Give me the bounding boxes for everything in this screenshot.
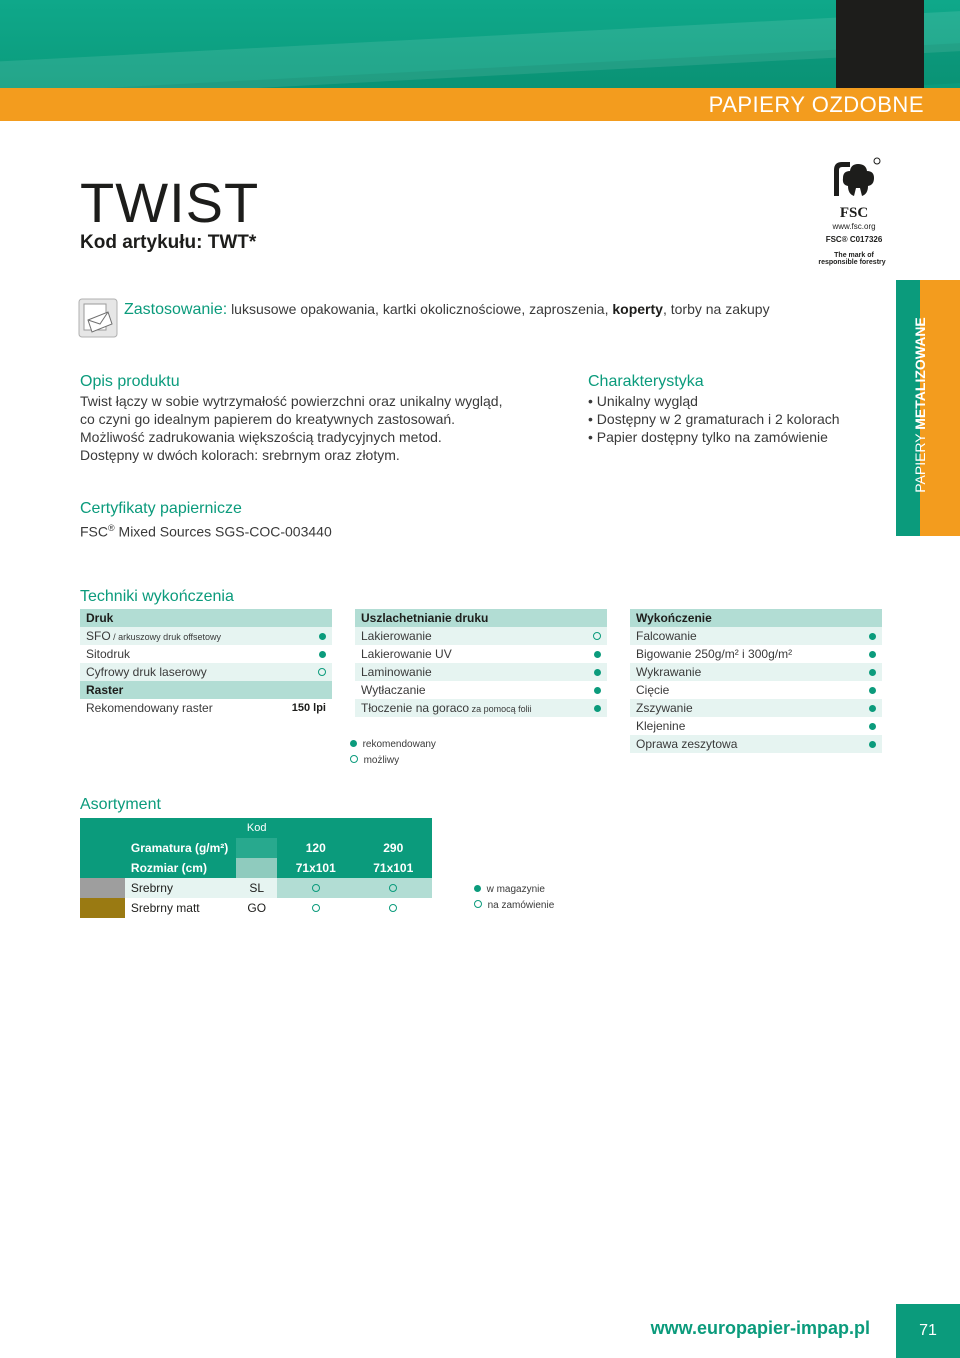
recommended-dot [594,705,601,712]
techniques-legend [350,737,436,769]
size-label: Rozmiar (cm) [125,858,236,878]
recommended-dot [869,705,876,712]
recommended-dot [869,633,876,640]
row-label: Lakierowanie [355,627,575,645]
row-label: Wykrawanie [630,663,850,681]
table-row [80,858,432,878]
row-label: Lakierowanie UV [361,647,452,661]
cert-fsc: FSC [80,523,108,540]
characteristics-item: • Dostępny w 2 gramaturach i 2 kolorach [588,411,840,427]
footer-url[interactable]: www.europapier-impap.pl [650,1318,870,1338]
fsc-tagline-1: The mark of [834,252,874,259]
row-label: Sitodruk [86,647,131,661]
row-note: za pomocą folii [469,704,532,714]
assortment-legend [474,882,554,914]
color-swatch [80,898,125,918]
recommended-dot [869,669,876,676]
certificates-text [80,519,332,541]
table-row [80,663,332,681]
kod-header: Kod [236,818,277,838]
description-section [80,373,560,464]
possible-ring [350,755,358,763]
print-finishing-header: Uszlachetnianie druku [355,609,607,627]
raster-value: 150 lpi [291,702,326,714]
characteristics-item: • Unikalny wygląd [588,393,698,409]
category-side-label [909,277,931,533]
recommended-dot [869,687,876,694]
row-label: Falcowanie [630,627,850,645]
recommended-dot [594,651,601,658]
grammage-cell: 290 [383,841,404,855]
recommended-dot [594,687,601,694]
certificates-heading: Certyfikaty papiernicze [80,500,242,517]
finishing-header: Wykończenie [630,609,882,627]
table-row [630,645,882,663]
order-ring [389,904,397,912]
section-title: PAPIERY OZDOBNE [708,92,924,117]
assortment-heading: Asortyment [80,796,161,813]
size-cell: 71x101 [355,858,433,878]
side-label-light: PAPIERY [912,433,928,493]
characteristics-item: • Papier dostępny tylko na zamówienie [588,429,828,445]
grammage-cell: 120 [305,841,326,855]
product-code: Kod artykułu: TWT* [80,232,257,253]
table-row [80,645,332,663]
table-row [630,699,882,717]
header-black-tab [836,0,924,88]
order-ring [474,900,482,908]
fsc-license: FSC® C017326 [825,235,883,244]
fsc-logo [818,156,890,266]
application-icon [78,298,118,338]
legend-recommended: rekomendowany [362,739,436,750]
description-line: Możliwość zadrukowania większością tradycyjnych metod. [80,429,442,445]
table-row [355,627,607,645]
application-line [124,300,770,319]
table-row [355,645,607,663]
table-row [80,699,332,717]
table-row [355,681,607,699]
order-ring [312,904,320,912]
application-label: Zastosowanie: [124,301,228,318]
row-label: Cyfrowy druk laserowy [80,663,286,681]
table-row [630,663,882,681]
row-label: Oprawa zeszytowa [630,735,850,753]
table-row [630,627,882,645]
row-label: Rekomendowany raster [86,701,213,715]
characteristics-item-text: Dostępny w 2 gramaturach i 2 kolorach [596,411,840,427]
row-note: / arkuszowy druk offsetowy [110,632,222,642]
table-row [80,838,432,858]
recommended-dot [319,651,326,658]
application-text-a: luksusowe opakowania, kartki okolicznościowe, zaproszenia, [231,301,609,317]
row-label: Wytłaczanie [361,683,426,697]
color-swatch [80,878,125,898]
table-row [630,717,882,735]
possible-ring [593,632,601,640]
recommended-dot [350,740,357,747]
legend-possible: możliwy [363,755,400,766]
side-label-bold: METALIZOWANE [912,317,928,430]
application-text-bold: koperty [612,301,663,317]
characteristics-item-text: Unikalny wygląd [596,393,698,409]
recommended-dot [319,633,326,640]
table-row [355,699,607,717]
description-line: Dostępny w dwóch kolorach: srebrnym oraz złotym. [80,447,400,463]
table-row [80,627,332,645]
print-header: Druk [80,609,332,627]
order-ring [312,884,320,892]
size-cell: 71x101 [277,858,354,878]
product-name: Srebrny [125,878,236,898]
page-number: 71 [896,1304,960,1358]
possible-ring [318,668,326,676]
product-title: TWIST [80,171,260,234]
fsc-tree-icon [826,156,882,204]
recommended-dot [869,651,876,658]
table-row [80,898,432,918]
techniques-heading: Techniki wykończenia [80,588,234,605]
certificates-section [80,500,332,541]
table-row [630,681,882,699]
cert-text: Mixed Sources SGS-COC-003440 [118,523,332,540]
table-row [630,735,882,753]
raster-header: Raster [80,681,332,699]
recommended-dot [594,669,601,676]
fsc-logo-text: FSC [839,205,869,221]
description-heading: Opis produktu [80,373,180,390]
cert-reg: ® [108,523,115,533]
table-row [80,878,432,898]
recommended-dot [869,741,876,748]
row-label: Klejenine [636,719,686,733]
legend-stock: w magazynie [486,884,545,895]
characteristics-heading: Charakterystyka [588,373,704,390]
product-name: Srebrny matt [130,901,200,915]
description-line: Twist łączy w sobie wytrzymałość powierzchni oraz unikalny wygląd, [80,393,503,409]
print-finishing-table [355,609,607,717]
table-row [355,663,607,681]
category-side-tab [896,280,960,536]
row-label: Cięcie [636,683,670,697]
finishing-table [630,609,882,753]
characteristics-item-text: Papier dostępny tylko na zamówienie [596,429,828,445]
stock-dot [474,885,481,892]
description-line: co czyni go idealnym papierem do kreatywnych zastosowań. [80,411,456,427]
product-code-cell: SL [236,878,277,898]
order-ring [389,884,397,892]
row-label: SFO [86,629,111,643]
assortment-table [80,818,432,918]
print-table [80,609,332,717]
header-band [0,0,960,88]
row-label: Tłoczenie na goraco [361,701,470,715]
row-label: Zszywanie [630,699,850,717]
recommended-dot [869,723,876,730]
fsc-tagline-2: responsible forestry [818,259,886,266]
fsc-url: www.fsc.org [832,222,876,231]
row-label: Laminowanie [355,663,575,681]
application-text-b: , torby na zakupy [662,301,770,317]
row-label: Bigowanie 250g/m² i 300g/m² [636,647,793,661]
characteristics-section [588,373,888,446]
gram-label: Gramatura (g/m²) [130,841,229,855]
legend-order: na zamówienie [487,900,555,911]
product-code-cell: GO [247,901,267,915]
